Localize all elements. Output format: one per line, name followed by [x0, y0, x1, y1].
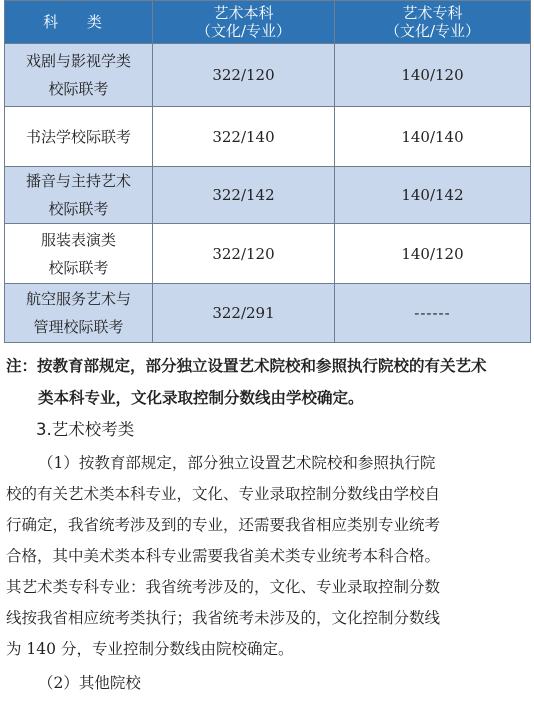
paragraph-line: 行确定，我省统考涉及到的专业，还需要我省相应类别专业统考	[6, 516, 441, 534]
row-undergrad-score: 322/120	[153, 44, 335, 107]
row-college-score: 140/140	[335, 107, 531, 167]
section-heading: 3.艺术校考类	[36, 420, 135, 439]
paragraph-2-heading: （2）其他院校	[38, 674, 141, 692]
table-row	[5, 224, 531, 284]
row-category	[5, 167, 153, 224]
row-category-line1: 书法学校际联考	[25, 127, 131, 146]
header-art-undergrad	[153, 1, 335, 44]
row-college-score: 140/120	[335, 224, 531, 284]
row-category-line2: 校际联考	[48, 80, 109, 98]
header-art-undergrad-title: 艺术本科	[213, 4, 274, 22]
table-row	[5, 44, 531, 107]
row-category	[5, 107, 153, 167]
row-category-line1: 航空服务艺术与	[25, 290, 131, 308]
header-art-college-title: 艺术专科	[402, 4, 463, 22]
header-art-undergrad-sub: （文化/专业）	[195, 22, 292, 40]
row-category	[5, 224, 153, 284]
row-category-line2: 管理校际联考	[33, 318, 124, 336]
row-category-line1: 服装表演类	[40, 230, 116, 249]
table-header-row	[5, 1, 531, 44]
paragraph-line: （1）按教育部规定，部分独立设置艺术院校和参照执行院	[38, 454, 436, 472]
row-undergrad-score: 322/140	[153, 107, 335, 167]
row-category	[5, 284, 153, 343]
row-undergrad-score: 322/142	[153, 167, 335, 224]
table-row	[5, 284, 531, 343]
row-college-score: 140/120	[335, 44, 531, 107]
paragraph-line: 校的有关艺术类本科专业，文化、专业录取控制分数线由学校自	[6, 485, 441, 503]
table-row	[5, 167, 531, 224]
row-college-score: 140/142	[335, 167, 531, 224]
paragraph-line: 为 140 分，专业控制分数线由院校确定。	[6, 640, 294, 658]
header-art-college	[335, 1, 531, 44]
row-college-score: ------	[335, 284, 531, 343]
row-category-line1: 戏剧与影视学类	[25, 52, 131, 70]
table-row	[5, 107, 531, 167]
paragraph-line: 合格，其中美术类本科专业需要我省美术类专业统考本科合格。	[6, 547, 441, 565]
header-subject: 科 类	[5, 1, 153, 44]
row-category-line2: 校际联考	[48, 258, 109, 277]
score-table	[4, 0, 531, 343]
row-category	[5, 44, 153, 107]
table-note-line2: 类本科专业，文化录取控制分数线由学校确定。	[38, 389, 364, 407]
table-note-line1: 注：按教育部规定，部分独立设置艺术院校和参照执行院校的有关艺术	[6, 357, 487, 375]
row-undergrad-score: 322/291	[153, 284, 335, 343]
paragraph-line: 其艺术类专科专业：我省统考涉及的，文化、专业录取控制分数	[6, 578, 441, 596]
paragraph-line: 线按我省相应统考类执行；我省统考未涉及的，文化控制分数线	[6, 609, 441, 627]
row-category-line2: 校际联考	[48, 200, 109, 218]
header-art-college-sub: （文化/专业）	[384, 22, 481, 40]
row-category-line1: 播音与主持艺术	[25, 172, 131, 190]
row-undergrad-score: 322/120	[153, 224, 335, 284]
